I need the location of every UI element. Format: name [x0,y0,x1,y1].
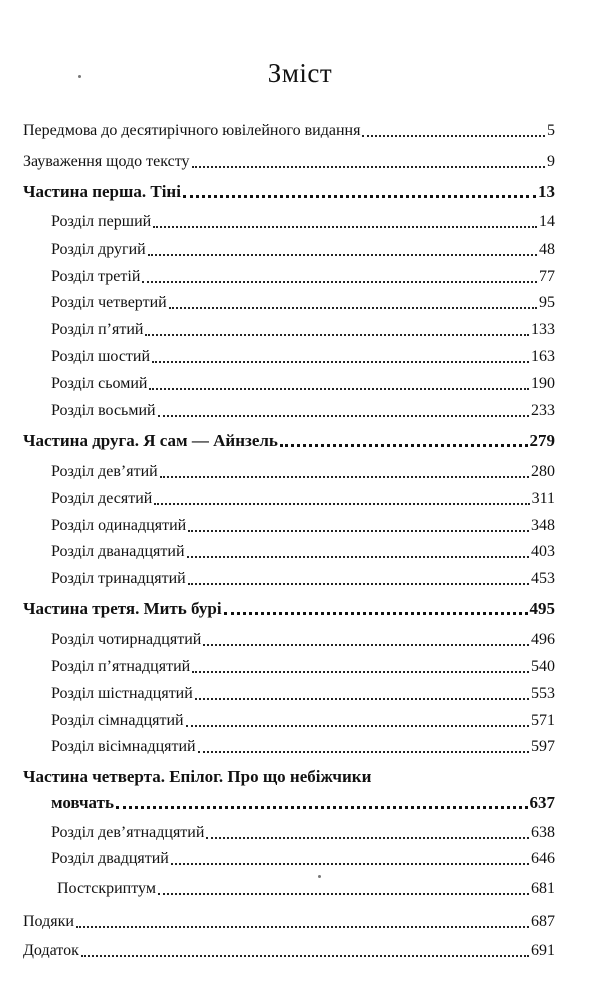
toc-entry-foreword[interactable] [23,121,555,141]
entry-page: 13 [538,182,555,201]
entry-label: Додаток [23,942,79,959]
toc-chapter-6[interactable] [51,347,555,367]
toc-chapter-16[interactable] [51,684,555,704]
toc-chapter-9[interactable] [51,462,555,482]
entry-label: Розділ одинадцятий [51,517,187,534]
toc-chapter-13[interactable] [51,569,555,589]
entry-page: 280 [531,463,555,480]
toc-chapter-11[interactable] [51,516,555,536]
entry-page: 646 [531,850,555,867]
entry-page: 95 [539,294,555,311]
dot-leader [76,926,529,928]
entry-page: 311 [531,490,555,507]
entry-page: 14 [539,213,555,230]
entry-page: 597 [531,738,555,755]
entry-page: 495 [529,599,555,618]
dot-leader [142,281,537,283]
entry-label: Розділ перший [51,213,152,230]
dot-leader [192,166,545,168]
entry-label: Зауваження щодо тексту [23,153,190,170]
toc-chapter-8[interactable] [51,401,555,421]
toc-chapter-18[interactable] [51,737,555,757]
entry-page: 571 [531,712,555,729]
entry-label: Розділ восьмий [51,402,156,419]
entry-page: 77 [539,268,555,285]
toc-part-3[interactable] [23,599,555,619]
entry-label: Розділ третій [51,268,141,285]
toc-chapter-15[interactable] [51,657,555,677]
entry-label: Подяки [23,913,74,930]
dot-leader [169,307,537,309]
entry-page: 5 [547,122,555,139]
toc-chapter-7[interactable] [51,374,555,394]
dot-leader [206,837,529,839]
entry-page: 687 [531,913,555,930]
dot-leader [160,476,529,478]
dot-leader [145,334,529,336]
entry-page: 279 [529,431,555,450]
dot-leader [158,415,529,417]
entry-label: Розділ чотирнадцятий [51,631,202,648]
toc-postscript[interactable] [57,879,555,899]
dot-leader [362,135,545,137]
dot-leader [154,503,529,505]
toc-chapter-3[interactable] [51,267,555,287]
entry-label: Постскриптум [57,880,156,897]
entry-page: 233 [531,402,555,419]
entry-page: 637 [529,793,555,812]
toc-appendix[interactable] [23,941,555,961]
toc-chapter-4[interactable] [51,293,555,313]
dot-leader [183,195,536,198]
entry-page: 691 [531,942,555,959]
entry-label: Розділ сьомий [51,375,148,392]
toc-chapter-5[interactable] [51,320,555,340]
entry-label: Розділ дев’ятнадцятий [51,824,205,841]
entry-label: Частина друга. Я сам — Айнзель [23,431,278,450]
dot-leader [171,863,529,865]
dot-leader [188,530,529,532]
entry-label: Розділ сімнадцятий [51,712,184,729]
entry-label: Розділ дев’ятий [51,463,158,480]
toc-chapter-14[interactable] [51,630,555,650]
toc-chapter-2[interactable] [51,240,555,260]
toc-part-2[interactable] [23,431,555,451]
entry-page: 496 [531,631,555,648]
stray-mark [318,875,321,878]
entry-label: Розділ четвертий [51,294,167,311]
dot-leader [186,725,529,727]
toc-acknowledgements[interactable] [23,912,555,932]
entry-page: 48 [539,241,555,258]
toc-chapter-12[interactable] [51,542,555,562]
entry-label: Розділ шістнадцятий [51,685,193,702]
toc-chapter-19[interactable] [51,823,555,843]
entry-label: мовчать [51,793,114,812]
entry-label: Розділ п’ятий [51,321,144,338]
toc-entry-text-note[interactable] [23,152,555,172]
dot-leader [224,612,528,615]
entry-page: 163 [531,348,555,365]
entry-label: Частина третя. Мить бурі [23,599,222,618]
entry-page: 133 [531,321,555,338]
entry-page: 190 [531,375,555,392]
entry-page: 453 [531,570,555,587]
dot-leader [158,893,529,895]
dot-leader [153,226,537,228]
entry-label: Розділ п’ятнадцятий [51,658,191,675]
toc-part-4-title-line1[interactable]: Частина четверта. Епілог. Про що небіжчики [23,767,372,786]
dot-leader [148,254,537,256]
entry-page: 348 [531,517,555,534]
dot-leader [81,955,529,957]
entry-page: 540 [531,658,555,675]
entry-label: Частина перша. Тіні [23,182,181,201]
entry-label: Розділ вісімнадцятий [51,738,196,755]
entry-page: 403 [531,543,555,560]
entry-label: Розділ двадцятий [51,850,169,867]
entry-page: 553 [531,685,555,702]
toc-chapter-20[interactable] [51,849,555,869]
dot-leader [152,361,529,363]
toc-part-1[interactable] [23,182,555,202]
entry-label: Розділ шостий [51,348,151,365]
toc-chapter-1[interactable] [51,212,555,232]
dot-leader [187,556,529,558]
toc-part-4[interactable] [51,793,555,813]
dot-leader [188,583,529,585]
page-title: Зміст [267,58,333,88]
entry-label: Розділ другий [51,241,146,258]
entry-label: Передмова до десятирічного ювілейного видання [23,122,361,139]
entry-label: Розділ тринадцятий [51,570,186,587]
dot-leader [195,698,529,700]
dot-leader [198,751,529,753]
entry-page: 681 [531,880,555,897]
dot-leader [149,388,529,390]
dot-leader [203,644,529,646]
entry-label: Розділ дванадцятий [51,543,185,560]
entry-label: Розділ десятий [51,490,153,507]
toc-chapter-10[interactable] [51,489,555,509]
entry-page: 638 [531,824,555,841]
dot-leader [116,806,528,809]
dot-leader [192,671,529,673]
dot-leader [280,444,528,447]
entry-page: 9 [547,153,555,170]
toc-chapter-17[interactable] [51,711,555,731]
